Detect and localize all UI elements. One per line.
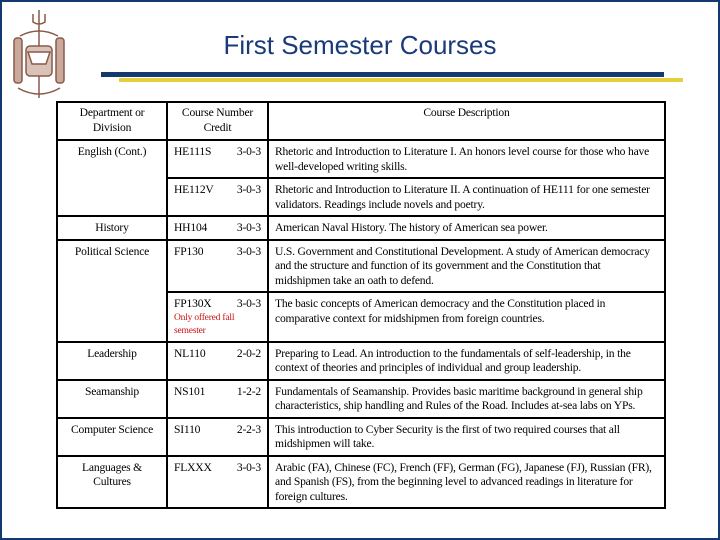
course-credit: 1-2-2	[236, 384, 261, 398]
department-cell: Computer Science	[57, 418, 167, 456]
course-number: HE112V	[174, 183, 214, 196]
course-number-cell	[167, 240, 268, 293]
department-cell: Seamanship	[57, 380, 167, 418]
course-credit: 3-0-3	[236, 460, 261, 474]
department-cell: Political Science	[57, 240, 167, 342]
course-number-cell	[167, 456, 268, 509]
course-number-cell	[167, 178, 268, 216]
offering-note: Only offered fall semester	[174, 312, 235, 336]
page-title: First Semester Courses	[223, 30, 497, 60]
department-cell: History	[57, 216, 167, 240]
course-description: Rhetoric and Introduction to Literature II. A continuation of HE111 for one semester validators. Readings include novels and poetry.	[268, 178, 665, 216]
table-row	[57, 456, 665, 509]
title-underline-gold	[119, 78, 683, 82]
course-number-cell	[167, 380, 268, 418]
table-row	[57, 216, 665, 240]
course-description: American Naval History. The history of American sea power.	[268, 216, 665, 240]
course-number: FP130X	[174, 297, 212, 310]
course-number: FP130	[174, 244, 204, 258]
course-number: SI110	[174, 422, 201, 436]
course-number-cell	[167, 216, 268, 240]
course-number-cell	[167, 292, 268, 342]
course-credit: 3-0-3	[236, 297, 261, 310]
course-number: NL110	[174, 346, 206, 360]
course-credit: 2-2-3	[236, 422, 261, 436]
course-credit: 3-0-3	[236, 244, 261, 258]
course-number: HE111S	[174, 145, 212, 158]
table-row	[57, 342, 665, 380]
department-cell: Languages & Cultures	[57, 456, 167, 509]
table-header-row	[57, 102, 665, 140]
course-number-cell	[167, 418, 268, 456]
course-description: U.S. Government and Constitutional Development. A study of American democracy and the structure and function of its government and the Constitution that midshipmen take an oath to defend.	[268, 240, 665, 293]
header-description: Course Description	[268, 102, 665, 140]
course-number-cell	[167, 140, 268, 178]
table-row	[57, 140, 665, 178]
course-description: The basic concepts of American democracy and the Constitution placed in comparative context for midshipmen from foreign countries.	[268, 292, 665, 342]
table-row	[57, 418, 665, 456]
course-description: Rhetoric and Introduction to Literature I. An honors level course for those who have well-developed writing skills.	[268, 140, 665, 178]
course-credit: 3-0-3	[236, 183, 261, 196]
table-row	[57, 380, 665, 418]
courses-table	[56, 101, 666, 509]
course-number-cell	[167, 342, 268, 380]
course-number: HH104	[174, 221, 208, 234]
course-description: Arabic (FA), Chinese (FC), French (FF), German (FG), Japanese (FJ), Russian (FR), and Spanish (FS), from the beginning level to advanced readings in literature for foreign cultures.	[268, 456, 665, 509]
course-description: This introduction to Cyber Security is the first of two required courses that all midshipmen will take.	[268, 418, 665, 456]
course-description: Fundamentals of Seamanship. Provides basic maritime background in general ship characteristics, ship handling and Rules of the Road. Includes at-sea labs on YPs.	[268, 380, 665, 418]
department-cell: English (Cont.)	[57, 140, 167, 216]
table-row	[57, 240, 665, 293]
header-department: Department or Division	[57, 102, 167, 140]
title-underline-navy	[101, 72, 664, 77]
header-course-number: Course Number Credit	[167, 102, 268, 140]
course-description: Preparing to Lead. An introduction to the fundamentals of self-leadership, in the context of theories and principles of individual and group leadership.	[268, 342, 665, 380]
course-credit: 3-0-3	[236, 145, 261, 158]
course-credit: 2-0-2	[236, 346, 261, 360]
department-cell: Leadership	[57, 342, 167, 380]
course-credit: 3-0-3	[236, 221, 261, 234]
course-number: FLXXX	[174, 460, 212, 474]
course-number: NS101	[174, 384, 206, 398]
